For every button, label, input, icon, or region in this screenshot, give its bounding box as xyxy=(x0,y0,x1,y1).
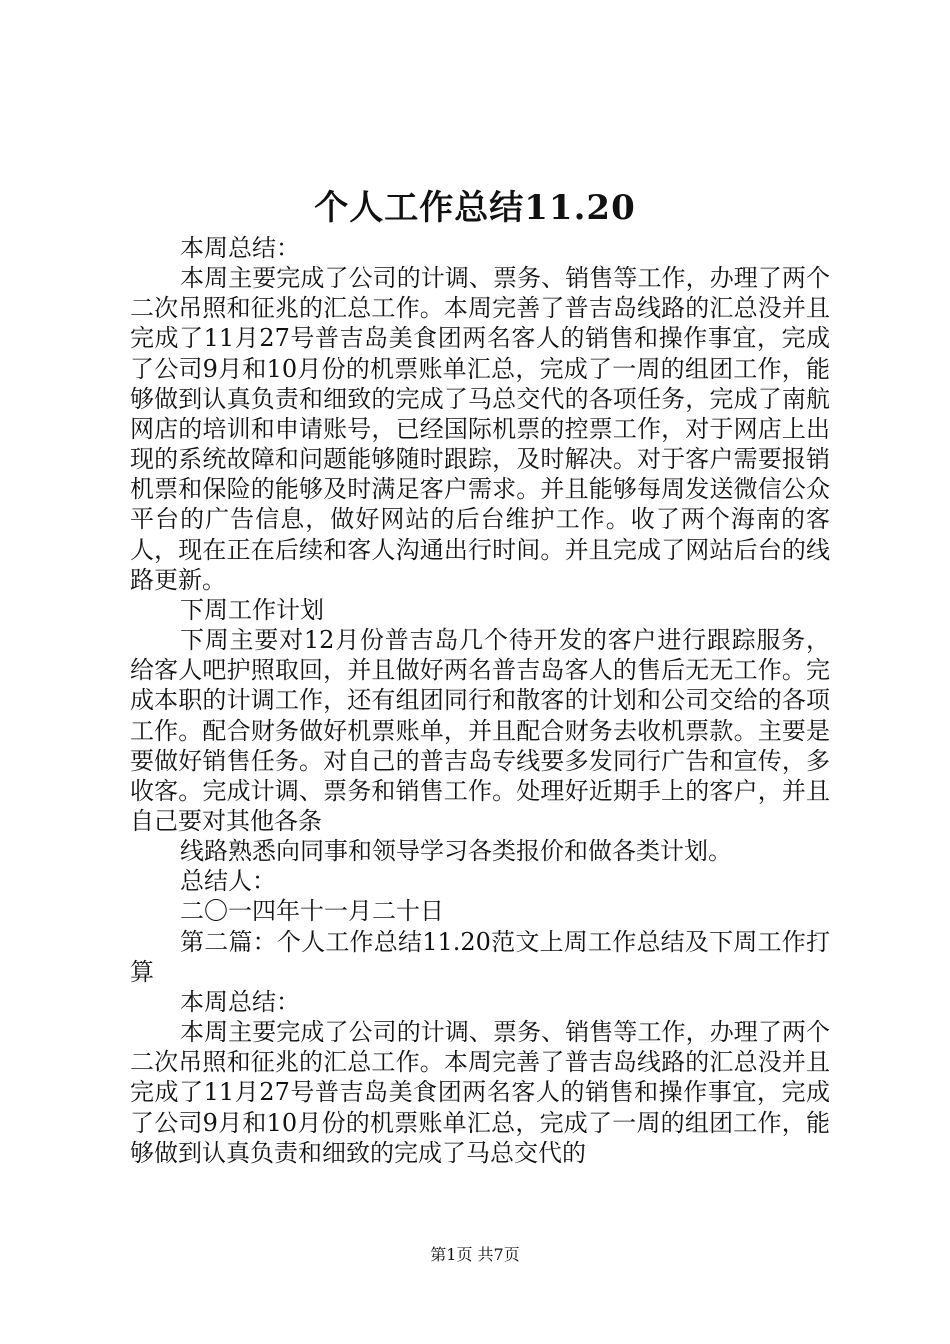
paragraph: 二〇一四年十一月二十日 xyxy=(180,897,444,926)
paragraph: 下周主要对12月份普吉岛几个待开发的客户进行跟踪服务，给客人吧护照取回，并且做好两名普吉岛客人的售后无无工作。完成本职的计调工作，还有组团同行和散客的计划和公司交给的各项工作。配合财务做好机票账单，并且配合财务去收机票款。主要是要做好销售任务。对自己的普吉岛专线要多发同行广告和宣传，多收客。完成计调、票务和销售工作。处理好近期手上的客户，并且自己要对其他各条 xyxy=(130,626,830,835)
paragraph: 第二篇：个人工作总结11.20范文上周工作总结及下周工作打算 xyxy=(130,927,830,986)
document-body xyxy=(130,233,830,1168)
paragraph: 本周主要完成了公司的计调、票务、销售等工作，办理了两个二次吊照和征兆的汇总工作。本周完善了普吉岛线路的汇总没并且完成了11月27号普吉岛美食团两名客人的销售和操作事宜，完成了公司9月和10月份的机票账单汇总，完成了一周的组团工作，能够做到认真负责和细致的完成了马总交代的 xyxy=(130,1018,830,1167)
paragraph: 线路熟悉向同事和领导学习各类报价和做各类计划。 xyxy=(180,837,732,866)
paragraph: 总结人： xyxy=(180,867,276,896)
paragraph: 本周主要完成了公司的计调、票务、销售等工作，办理了两个二次吊照和征兆的汇总工作。本周完善了普吉岛线路的汇总没并且完成了11月27号普吉岛美食团两名客人的销售和操作事宜，完成了公司9月和10月份的机票账单汇总，完成了一周的组团工作，能够做到认真负责和细致的完成了马总交代的各项任务，完成了南航网店的培训和申请账号，已经国际机票的控票工作，对于网店上出现的系统故障和问题能够随时跟踪，及时解决。对于客户需要报销机票和保险的能够及时满足客户需求。并且能够每周发送微信公众平台的广告信息，做好网站的后台维护工作。收了两个海南的客人，现在正在后续和客人沟通出行时间。并且完成了网站后台的线路更新。 xyxy=(130,264,830,594)
paragraph: 下周工作计划 xyxy=(180,595,324,624)
paragraph: 本周总结： xyxy=(180,987,300,1016)
document-title: 个人工作总结11.20 xyxy=(314,188,636,228)
paragraph: 本周总结： xyxy=(180,234,300,262)
page-footer: 第1页 共7页 xyxy=(430,1245,520,1264)
